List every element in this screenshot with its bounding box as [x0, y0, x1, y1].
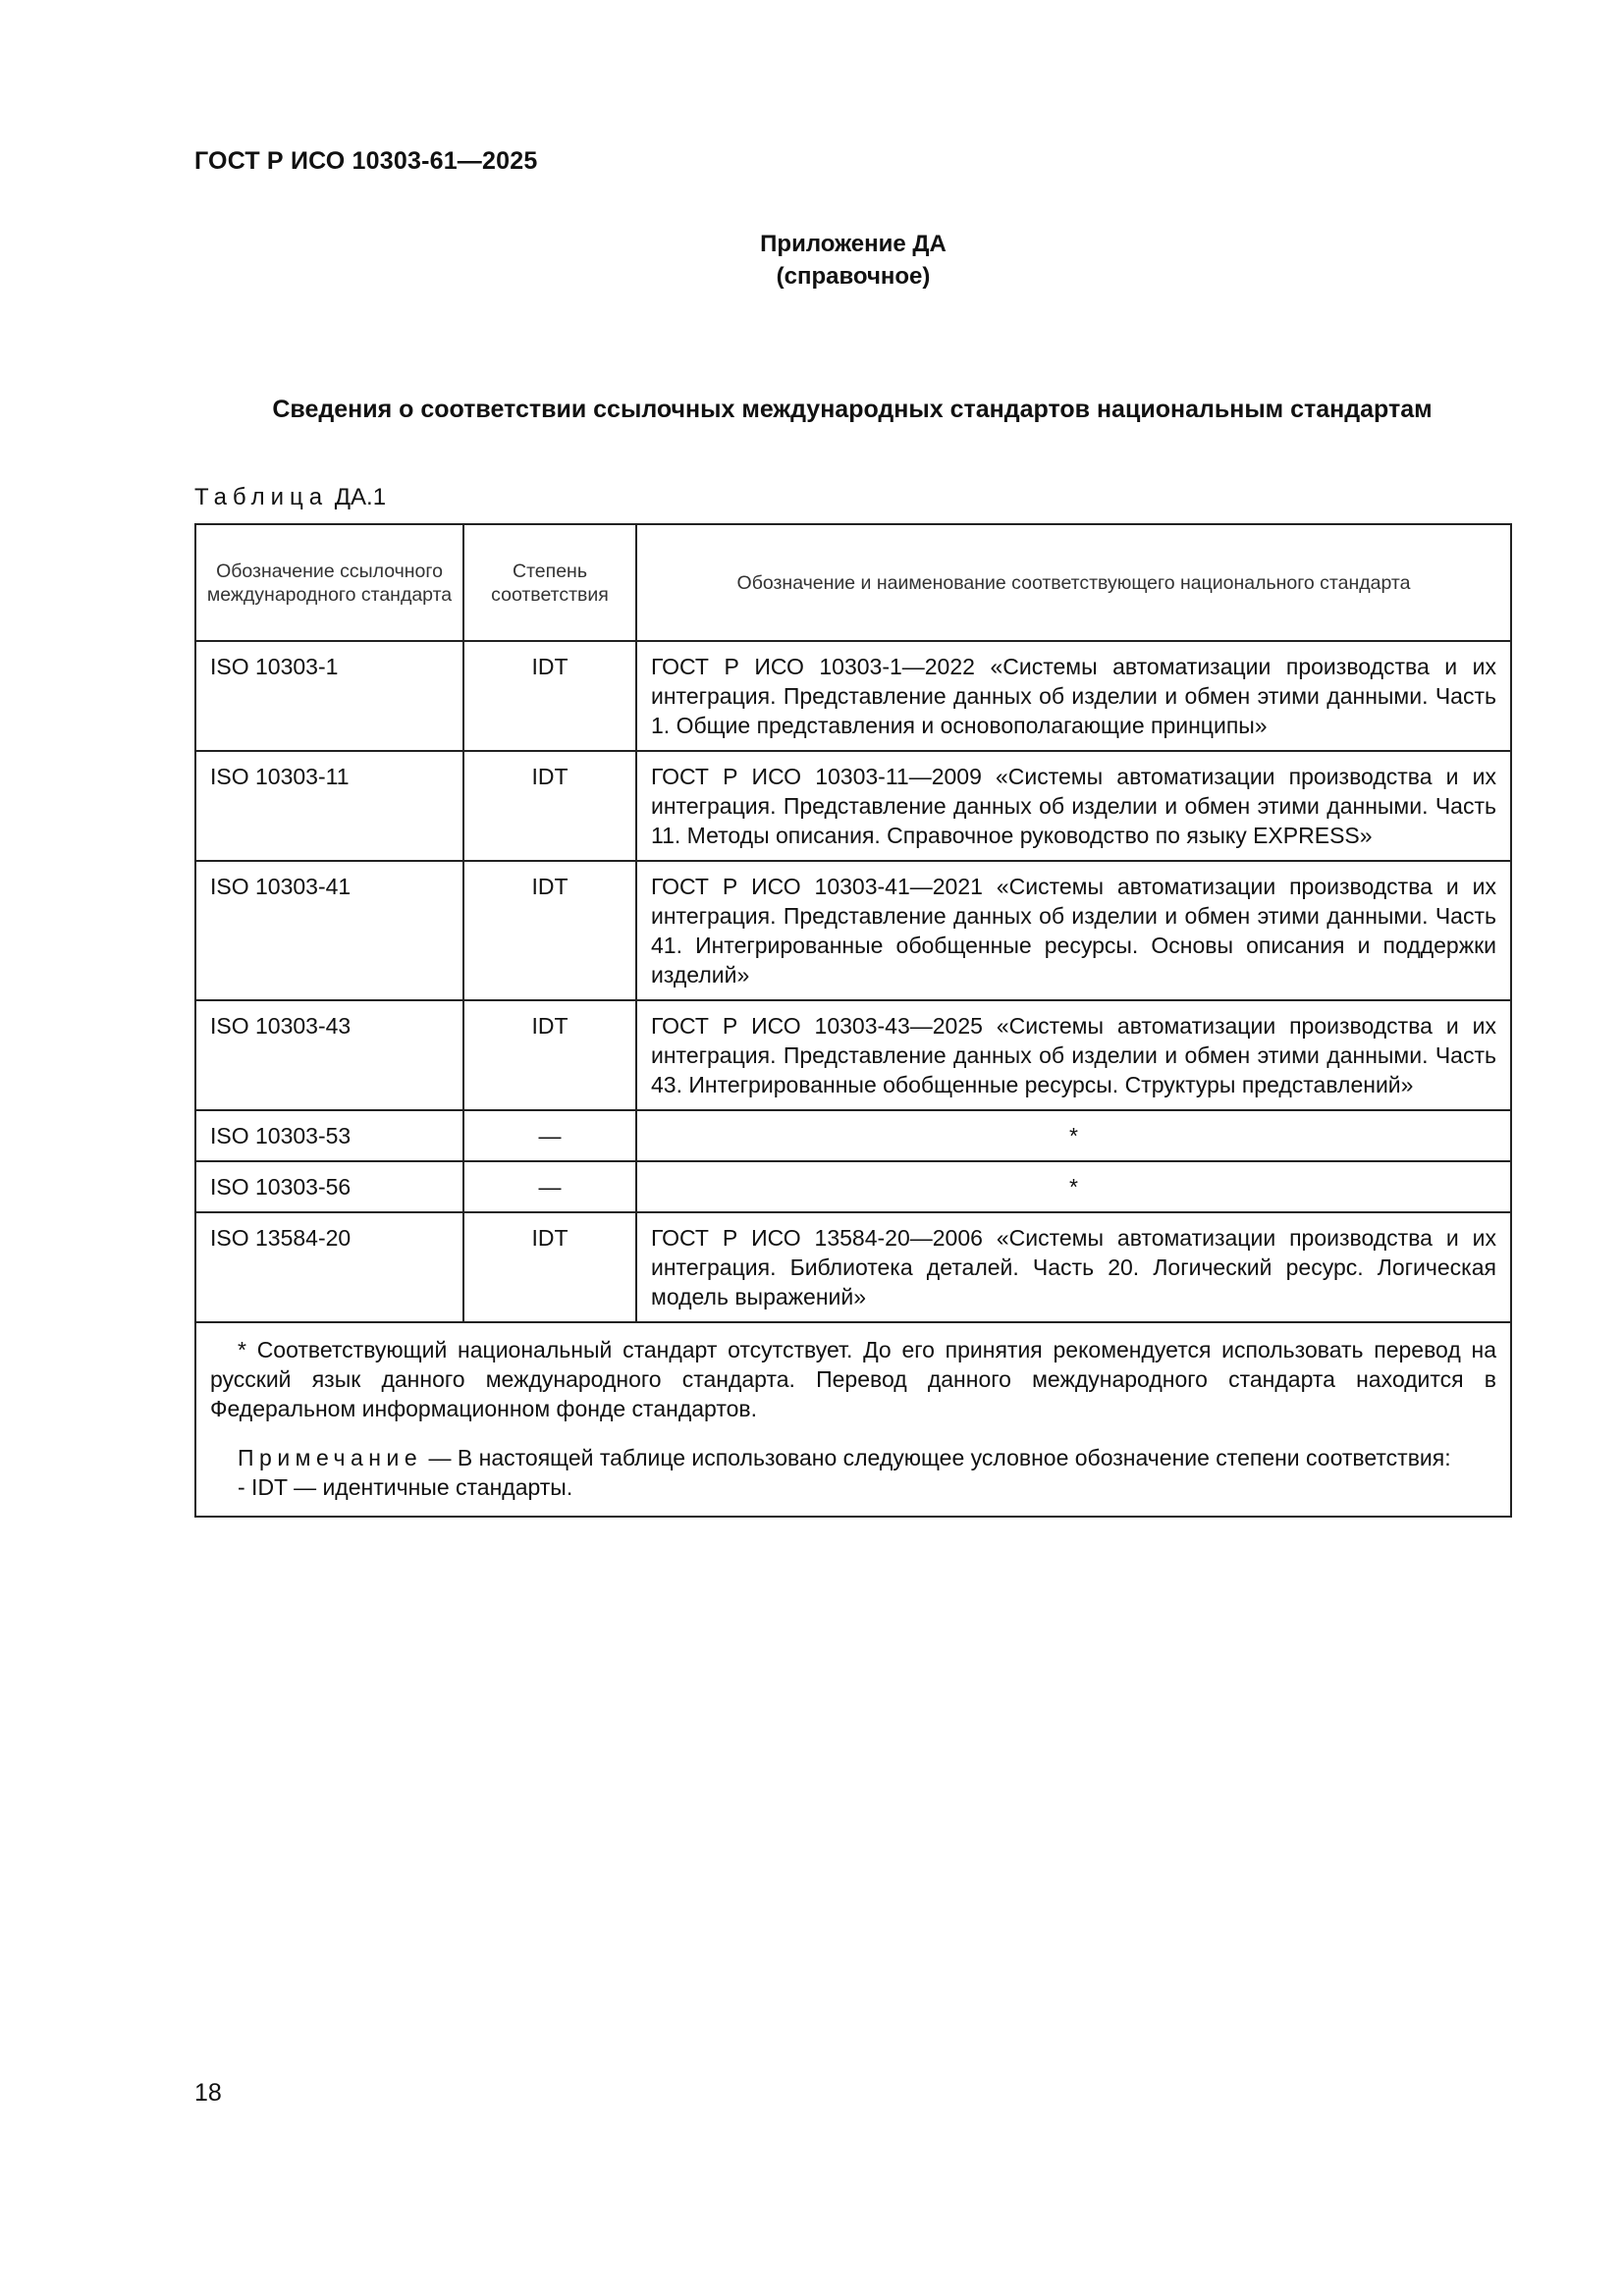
table-row	[195, 1212, 1511, 1322]
table-caption	[194, 484, 386, 511]
table-footnotes	[195, 1322, 1511, 1517]
table-header-row	[195, 524, 1511, 641]
cell-degree: IDT	[463, 861, 636, 1000]
table-row	[195, 751, 1511, 861]
appendix-subtitle: (справочное)	[776, 263, 931, 290]
table-row	[195, 1110, 1511, 1161]
cell-national: ГОСТ Р ИСО 10303-11—2009 «Системы автоматизации производства и их интеграция. Представление данных об изделии и обмен этими данными. Часть 11. Методы описания. Справочное руководство по языку EXPRESS»	[636, 751, 1511, 861]
table-row	[195, 641, 1511, 751]
table-row	[195, 861, 1511, 1000]
cell-degree: IDT	[463, 641, 636, 751]
cell-national: ГОСТ Р ИСО 10303-1—2022 «Системы автоматизации производства и их интеграция. Представление данных об изделии и обмен этими данными. Часть 1. Общие представления и основополагающие принципы»	[636, 641, 1511, 751]
cell-intl: ISO 10303-56	[195, 1161, 463, 1212]
header-national-standard: Обозначение и наименование соответствующего национального стандарта	[636, 524, 1511, 641]
document-code: ГОСТ Р ИСО 10303-61—2025	[194, 147, 538, 175]
table-footer-row	[195, 1322, 1511, 1517]
cell-degree: IDT	[463, 1212, 636, 1322]
note-text: — В настоящей таблице использовано следующее условное обозначение степени соответствия:	[428, 1445, 1451, 1470]
appendix-title: Приложение ДА	[760, 231, 947, 257]
table-caption-number: ДА.1	[334, 484, 387, 510]
cell-degree: —	[463, 1110, 636, 1161]
table-caption-label: Таблица	[194, 484, 329, 510]
header-degree: Степень соответствия	[463, 524, 636, 641]
correspondence-table	[194, 523, 1512, 1518]
note-item: - IDT — идентичные стандарты.	[238, 1474, 573, 1500]
cell-intl: ISO 10303-43	[195, 1000, 463, 1110]
cell-national: ГОСТ Р ИСО 13584-20—2006 «Системы автоматизации производства и их интеграция. Библиотека деталей. Часть 20. Логический ресурс. Логическая модель выражений»	[636, 1212, 1511, 1322]
cell-intl: ISO 13584-20	[195, 1212, 463, 1322]
table-row	[195, 1000, 1511, 1110]
footnote-star: * Соответствующий национальный стандарт отсутствует. До его принятия рекомендуется использовать перевод на русский язык данного международного стандарта. Перевод данного международного стандарта находится в Федеральном информационном фонде стандартов.	[210, 1337, 1496, 1421]
table-note	[210, 1443, 1496, 1472]
cell-intl: ISO 10303-11	[195, 751, 463, 861]
cell-degree: IDT	[463, 751, 636, 861]
page-number: 18	[194, 2079, 222, 2107]
table-row	[195, 1161, 1511, 1212]
cell-intl: ISO 10303-1	[195, 641, 463, 751]
cell-intl: ISO 10303-41	[195, 861, 463, 1000]
cell-degree: IDT	[463, 1000, 636, 1110]
cell-national: *	[636, 1110, 1511, 1161]
section-title: Сведения о соответствии ссылочных международных стандартов национальным стандартам	[272, 396, 1433, 423]
cell-national: *	[636, 1161, 1511, 1212]
cell-degree: —	[463, 1161, 636, 1212]
cell-intl: ISO 10303-53	[195, 1110, 463, 1161]
cell-national: ГОСТ Р ИСО 10303-43—2025 «Системы автоматизации производства и их интеграция. Представление данных об изделии и обмен этими данными. Часть 43. Интегрированные обобщенные ресурсы. Структуры представлений»	[636, 1000, 1511, 1110]
appendix-heading	[0, 228, 1624, 293]
cell-national: ГОСТ Р ИСО 10303-41—2021 «Системы автоматизации производства и их интеграция. Представление данных об изделии и обмен этими данными. Часть 41. Интегрированные обобщенные ресурсы. Основы описания и поддержки изделий»	[636, 861, 1511, 1000]
header-intl-standard: Обозначение ссылочного международного стандарта	[195, 524, 463, 641]
note-label: Примечание	[238, 1445, 423, 1470]
